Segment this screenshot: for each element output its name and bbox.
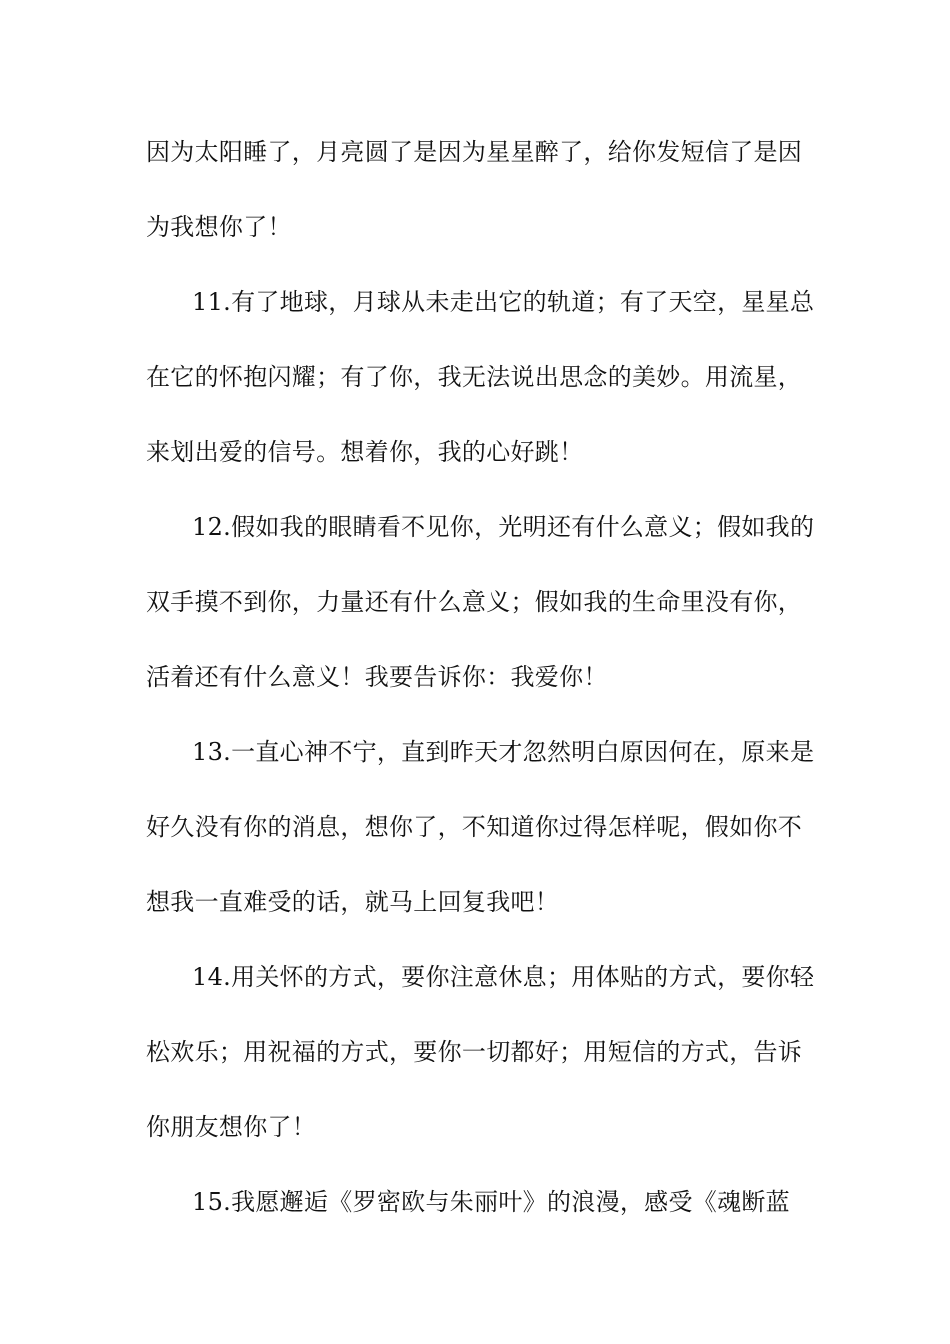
- text-line-2: 为我想你了！: [146, 213, 292, 241]
- paragraph-14-line-3: 你朋友想你了！: [146, 1113, 317, 1141]
- paragraph-15-line-1: 15.我愿邂逅《罗密欧与朱丽叶》的浪漫，感受《魂断蓝: [192, 1188, 790, 1216]
- paragraph-11-line-3: 来划出爱的信号。想着你，我的心好跳！: [146, 438, 584, 466]
- paragraph-14-line-2: 松欢乐；用祝福的方式，要你一切都好；用短信的方式，告诉: [146, 1038, 803, 1066]
- paragraph-13-line-1: 13.一直心神不宁，直到昨天才忽然明白原因何在，原来是: [192, 738, 815, 766]
- paragraph-11-line-1: 11.有了地球，月球从未走出它的轨道；有了天空，星星总: [192, 288, 815, 316]
- paragraph-12-line-1: 12.假如我的眼睛看不见你，光明还有什么意义；假如我的: [192, 513, 815, 541]
- paragraph-12-line-3: 活着还有什么意义！我要告诉你：我爱你！: [146, 663, 608, 691]
- paragraph-12-line-2: 双手摸不到你，力量还有什么意义；假如我的生命里没有你，: [146, 588, 803, 616]
- paragraph-11-line-2: 在它的怀抱闪耀；有了你，我无法说出思念的美妙。用流星，: [146, 363, 803, 391]
- text-line-1: 因为太阳睡了，月亮圆了是因为星星醉了，给你发短信了是因: [146, 138, 803, 166]
- paragraph-13-line-2: 好久没有你的消息，想你了，不知道你过得怎样呢，假如你不: [146, 813, 803, 841]
- paragraph-13-line-3: 想我一直难受的话，就马上回复我吧！: [146, 888, 560, 916]
- paragraph-14-line-1: 14.用关怀的方式，要你注意休息；用体贴的方式，要你轻: [192, 963, 815, 991]
